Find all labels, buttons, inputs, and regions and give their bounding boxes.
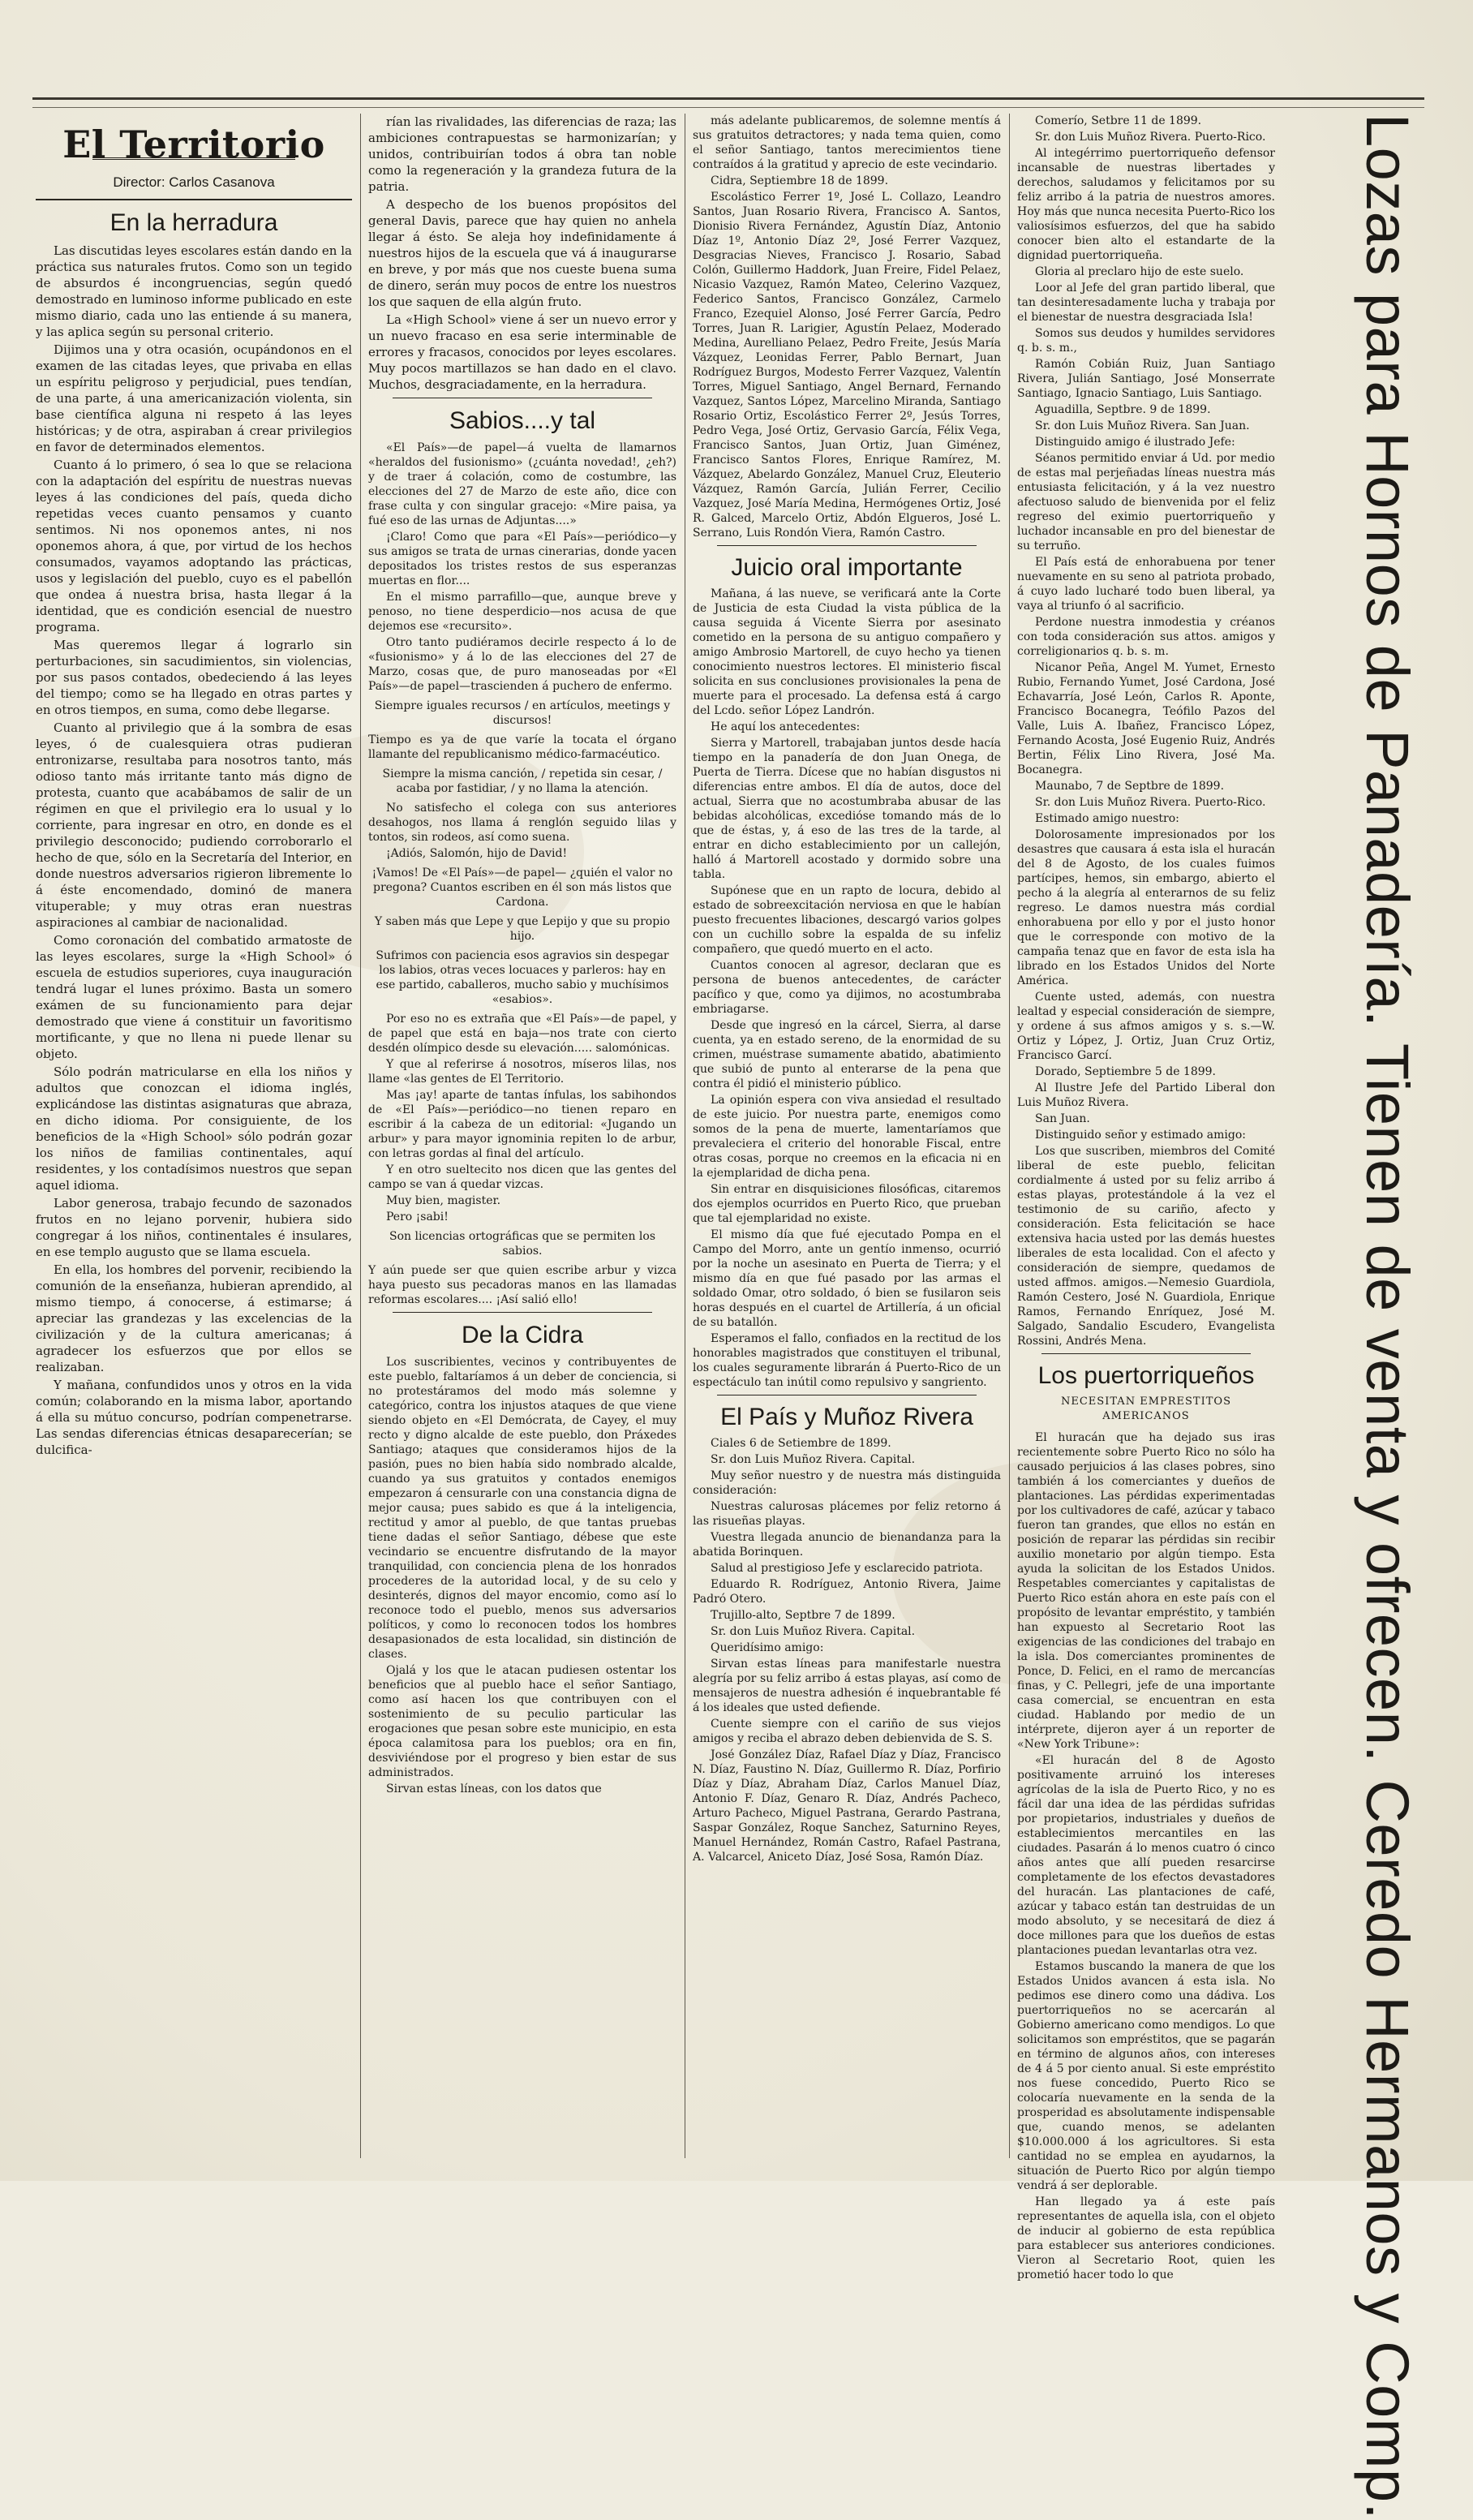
paragraph: Labor generosa, trabajo fecundo de sazonados frutos en no lejano porvenir, hubiera sido congregar á los niños, continentales é insulares, en ese templo augusto que se llama escuela.: [36, 1196, 352, 1259]
paragraph: Séanos permitido enviar á Ud. por medio de estas mal perjeñadas líneas nuestra más entusiasta felicitación, y á la vez nuestro afectuoso saludo de bienvenida por el feliz regreso del eximio puertorriqueño y luchador incansable en pro del bienestar de su terruño.: [1017, 452, 1275, 553]
column-3: [693, 114, 1001, 2158]
vertical-advertisement: [1282, 114, 1428, 2520]
paragraph: Sierra y Martorell, trabajaban juntos desde hacía tiempo en la panadería de don Juan Onega, de Puerta de Tierra. Dícese que no habían disgustos ni diferencias entre ambos. El día de autos, doce del actual, Sierra que no acostumbraba abusar de las bebidas alcohólicas, excedióse tomando más de lo que de éstas, y, á eso de las tres de la tarde, al entrar en dicho establecimiento por un callejón, halló á Martorell acostado y dormido sobre una tabla.: [693, 737, 1001, 881]
paragraph: Ciales 6 de Setiembre de 1899.: [711, 1437, 891, 1450]
article-herradura-body: [36, 243, 352, 1458]
verse: Sufrimos con paciencia esos agravios sin despegar los labios, otras veces locuaces y parleros: hay en ese partido, caballeros, mucho sabio y muchísimos «esabios».: [376, 949, 669, 1006]
paragraph: Mañana, á las nueve, se verificará ante la Corte de Justicia de esta Ciudad la vista pública de la causa seguida á Vicente Sierra por asesinato cometido en la persona de su antiguo compañero y amigo Ambrosio Martorell, de cuyo hecho ya tienen conocimiento nuestros lectores. El ministerio fiscal solicita en sus conclusiones provisionales la pena de muerte para el procesado. La defensa está á cargo del Lcdo. señor López Landrón.: [693, 587, 1001, 717]
paragraph: El huracán que ha dejado sus iras recientemente sobre Puerto Rico no sólo ha causado perjuicios á las clases pobres, sino también á los comerciantes y dueños de plantaciones. Las pérdidas experimentadas por los cultivadores de café, azúcar y tabaco fueron tan grandes, que ellos no están en posición de reparar las pérdidas sin recibir auxilio monetario por algún tiempo. Esta ayuda la solicitan de los Estados Unidos. Respetables comerciantes y capitalistas de Puerto Rico están ahora en este país con el propósito de levantar empréstito, y también han expuesto al Secretario Root las exigencias de las condiciones del trabajo en la isla. Dos comerciantes prominentes de Ponce, D. Felici, en el ramo de mercancías finas, y C. Pellegri, jefe de una importante casa comercial, se encuentran en esta ciudad. Hablando por medio de un intérprete, dijeron ayer á un reporter de «New York Tribune»:: [1017, 1431, 1275, 1751]
paragraph: Sin entrar en disquisiciones filosóficas, citaremos dos ejemplos ocurridos en Puerto Rico, que prueban que tal ejemplaridad no existe.: [693, 1183, 1001, 1225]
top-rule-thin: [32, 107, 1424, 108]
paragraph: San Juan.: [1035, 1112, 1090, 1125]
director-line: Director: Carlos Casanova: [113, 174, 275, 190]
paragraph: Distinguido amigo é ilustrado Jefe:: [1035, 436, 1235, 449]
paragraph: Queridísimo amigo:: [711, 1641, 824, 1654]
paragraph: A despecho de los buenos propósitos del general Davis, parece que hay quien no anhela llegar á ésto. Se aleja hoy indefinidamente á nuestros hijos de la escuela que vá á inaugurarse en breve, y por más que nos cueste buena suma de dinero, serán muy pocos de entre los nuestros los que saquen de ella algún fruto.: [368, 197, 676, 309]
subheadline-emprestitos: NECESITAN EMPRESTITOS AMERICANOS: [1061, 1395, 1231, 1422]
paragraph: Vuestra llegada anuncio de bienandanza para la abatida Borinquen.: [693, 1531, 1001, 1559]
verse: Y saben más que Lepe y que Lepijo y que su propio hijo.: [374, 915, 671, 943]
paragraph: Pero ¡sabi!: [386, 1211, 449, 1223]
paragraph: En el mismo parrafillo—que, aunque breve y penoso, no tiene desperdicio—nos acusa de que dejemos ese «recursito».: [368, 591, 676, 633]
top-rule: [32, 97, 1424, 100]
cidra-signatures: [693, 114, 1001, 540]
paragraph: Aguadilla, Septbre. 9 de 1899.: [1035, 403, 1211, 416]
headline-sabios: Sabios....y tal: [449, 407, 596, 434]
divider: [393, 1312, 652, 1313]
headline-puertorriquenos: Los puertorriqueños: [1037, 1362, 1255, 1389]
paragraph: La opinión espera con viva ansiedad el resultado de este juicio. Por nuestra parte, enemigos como somos de la pena de muerte, lamentaríamos que prevaleciera el criterio del honorable Fiscal, entre otras cosas, porque no creemos en la eficacia ni en la ejemplaridad de dicha pena.: [693, 1094, 1001, 1180]
masthead-title: El Territorio: [62, 123, 325, 166]
paragraph: Cuanto á lo primero, ó sea lo que se relaciona con la adaptación del espíritu de nuestras nuevas leyes á las condiciones del país, queda dicho repetidas veces cuanto pensamos y cuanto sentimos. Ni nos oponemos antes, ni nos oponemos ahora, á que, por virtud de los hechos consumados, vayamos adoptando las prácticas, usos y legislación del pueblo, cuyo es el pabellón que ondea á nuestra brisa, hasta llegar á la identidad, que es condición esencial de nuestro programa.: [36, 458, 352, 634]
paragraph: Como coronación del combatido armatoste de las leyes escolares, surge la «High School» ó escuela de estudios superiores, cuya inauguración tendrá lugar el lunes próximo. Basta un somero exámen de su funcionamiento para dejar demostrado que viene á constituir un favoritismo mortificante, y que no llena ni puede llenar su objeto.: [36, 933, 352, 1061]
paragraph: Los suscribientes, vecinos y contribuyentes de este pueblo, faltaríamos á un deber de conciencia, si no protestáramos del modo más solemne y categórico, contra los injustos ataques de que viene siendo objeto en «El Demócrata, de Cayey, el muy recto y digno alcalde de este pueblo, don Práxedes Santiago; ataques que consideramos hijos de la pasión, pues no bien había sido nombrado alcalde, cuando ya sus gratuitos y contados enemigos empezaron á censurarle con una constancia digna de mejor causa; pues sabido es que á la inteligencia, rectitud y amor al pueblo, de que tantas pruebas tiene dadas el señor Santiago, débese que este vecindario se encuentre disfrutando de la mayor tranquilidad, con conciencia plena de los honrados procederes de la autoridad local, y de su celo y desinterés, dignos del mayor encomio, como así lo reconoce todo el pueblo, menos sus adversarios políticos, y como lo reconocen todos los hombres desapasionados de esta localidad, sin distinción de clases.: [368, 1356, 676, 1661]
paragraph: Sr. don Luis Muñoz Rivera. Puerto-Rico.: [1035, 796, 1266, 809]
paragraph: Por eso no es extraña que «El País»—de papel, y de papel que está en baja—nos trate con cierto desdén olímpico desde su elevación..... salomónicas.: [368, 1013, 676, 1055]
paragraph: Sirvan estas líneas, con los datos que: [386, 1782, 602, 1795]
paragraph: Al Ilustre Jefe del Partido Liberal don Luis Muñoz Rivera.: [1017, 1082, 1275, 1109]
article-herradura-continued: [368, 114, 676, 393]
paragraph: Sr. don Luis Muñoz Rivera. San Juan.: [1035, 419, 1250, 432]
paragraph: El País está de enhorabuena por tener nuevamente en su seno al patriota probado, á cuyo lado lucharé todo buen liberal, ya vaya al triunfo ó al sacrificio.: [1017, 556, 1275, 613]
headline-juicio: Juicio oral importante: [731, 554, 963, 581]
paragraph: Y en otro sueltecito nos dicen que las gentes del campo se van á quedar vizcas.: [368, 1163, 676, 1191]
paragraph: Dolorosamente impresionados por los desastres que causara á esta isla el huracán del 8 de Agosto, de los cuales fuimos partícipes, hemos, sin embargo, abierto el pecho á la alegría al enterarnos de su feliz regreso. Le damos nuestra más cordial enhorabuena por ello y por el justo honor que le corresponde con motivo de la campaña tenaz que en favor de esta isla ha librado en los Estados Unidos del Norte América.: [1017, 828, 1275, 987]
paragraph: Las discutidas leyes escolares están dando en la práctica sus naturales frutos. Como son un tegido de absurdos é incongruencias, según quedó demostrado en luminoso informe publicado en este mismo diario, cada uno las entiende á su manera, y las aplica según su personal criterio.: [36, 243, 353, 339]
paragraph: En ella, los hombres del porvenir, recibiendo la comunión de la enseñanza, hubieran aprendido, al mismo tiempo, á conocerse, á estimarse; á apreciar las grandezas y las excelencias de la civilización y de la cultura americanas; á agradecer los esfuerzos que por ellos se realizaban.: [36, 1262, 352, 1374]
column-2: [368, 114, 676, 2158]
paragraph: Perdone nuestra inmodestia y créanos con toda consideración sus attos. amigos y correligionarios q. b. s. m.: [1017, 616, 1275, 658]
paragraph: José González Díaz, Rafael Díaz y Díaz, Francisco N. Díaz, Faustino N. Díaz, Guillermo R. Díaz, Porfirio Díaz y Díaz, Abraham Díaz, Carlos Manuel Díaz, Antonio F. Díaz, Genaro R. Díaz, Andrés Pacheco, Arturo Pacheco, Miguel Pastrana, Gerardo Pastrana, Saspar González, Roque Sanchez, Saturnino Reyes, Manuel Hernández, Román Castro, Rafael Pastrana, A. Valcarcel, Aniceto Díaz, José Sosa, Ramón Díaz.: [693, 1748, 1001, 1864]
paragraph: Sr. don Luis Muñoz Rivera. Capital.: [711, 1625, 916, 1638]
paragraph: Los que suscriben, miembros del Comité liberal de este pueblo, felicitan cordialmente á usted por su feliz arribo á estas playas, protestándole á la vez el testimonio de su cariño, afecto y consideración. Esta felicitación se hace extensiva hacia usted por las demás huestes liberales de esta localidad. Con el afecto y consideración de siempre, quedamos de usted affmos. amigos.—Nemesio Guardiola, Ramón Cestero, José N. Guardiola, Enrique Ramos, Fernando Enríquez, José M. Salgado, Sandalio Escudero, Evangelista Rossini, Andrés Mena.: [1017, 1145, 1275, 1348]
paragraph: «El huracán del 8 de Agosto positivamente arruinó los intereses agrícolas de la isla de Puerto Rico, y no es fácil dar una idea de las pérdidas sufridas por propietarios, industriales y dueños de establecimientos mercantiles en las ciudades. Pasarán á lo menos cuatro ó cinco años antes que allí pueden resarcirse completamente de los efectos devastadores del huracán. Las plantaciones de café, azúcar y tabaco están tan destruidas de un modo absoluto, y se necesitará de diez á doce millones para que los dueños de estas plantaciones puedan levantarlas otra vez.: [1017, 1754, 1275, 1957]
column-1: [36, 114, 352, 2158]
paragraph: Y que al referirse á nosotros, míseros lilas, nos llame «las gentes de El Territorio.: [368, 1058, 676, 1086]
paragraph: Otro tanto pudiéramos decirle respecto á lo de «fusionismo» y á lo de las elecciones del 27 de Marzo, cosas que, de puro manoseadas por «El País»—de papel—trascienden á puchero de enfermo.: [368, 636, 676, 693]
paragraph: Eduardo R. Rodríguez, Antonio Rivera, Jaime Padró Otero.: [693, 1578, 1001, 1606]
paragraph: Cuente usted, además, con nuestra lealtad y especial consideración de siempre, y ordene á sus afmos amigos y s. s.—W. Ortiz y López, J. Ortiz, Juan Cruz Ortiz, Francisco Garcí.: [1017, 991, 1275, 1062]
paragraph: Loor al Jefe del gran partido liberal, que tan desinteresadamente lucha y trabaja por el bienestar de nuestra desgraciada Isla!: [1017, 282, 1275, 324]
paragraph: Al integérrimo puertorriqueño defensor incansable de nuestras libertades y derechos, saludamos y felicitamos por su feliz arribo á la patria de nuestros amores. Hoy más que nunca necesita Puerto-Rico los valiosísimos esfuerzos, del que ha sabido conocer bien alto el estandarte de la dignidad puertorriqueña.: [1017, 147, 1275, 262]
paragraph: Dijimos una y otra ocasión, ocupándonos en el examen de las citadas leyes, que privaba en ellas un espíritu peligroso y perjudicial, pues tendían, de una parte, á una americanización violenta, sin base científica alguna ni respeto á las leyes históricas; y de otra, aspiraban á crear privilegios en favor de determinados elementos.: [36, 342, 352, 454]
paragraph: Cuanto al privilegio que á la sombra de esas leyes, ó de cualesquiera otras pudieran entronizarse, resultaba para nosotros tanto, más odioso tanto más irritante tanto más digno de protesta, cuanto que acabábamos de salir de un régimen en que el privilegio era lo usual y lo corriente, para ingresar en otro, en donde es el privilegio desconocido; pudiendo corroborarlo el hecho de que, sólo en la Secretaría del Interior, en donde nuestros adversarios rigieron libremente lo á éste encomendado, dominó de manera vituperable; y muy otras eran nuestras aspiraciones al cambiar de nacionalidad.: [36, 720, 352, 930]
article-cidra-body: [368, 1355, 676, 1796]
column-divider: [1009, 114, 1010, 2158]
headline-pais: El País y Muñoz Rivera: [720, 1404, 973, 1430]
paragraph: Esperamos el fallo, confiados en la rectitud de los honorables magistrados que constituyen el tribunal, los cuales seguramente librarán á Puerto-Rico de un espectáculo tan inútil como repulsivo y sangriento.: [693, 1332, 1001, 1389]
verse: Son licencias ortográficas que se permiten los sabios.: [389, 1230, 655, 1258]
paragraph: Y aún puede ser que quien escribe arbur y vizca haya puesto sus pecadoras manos en las llamadas reformas escolares.... ¡Así salió ello!: [368, 1264, 676, 1306]
paragraph: Salud al prestigioso Jefe y esclarecido patriota.: [711, 1562, 983, 1575]
divider: [36, 199, 352, 200]
paragraph: Somos sus deudos y humildes servidores q. b. s. m.,: [1017, 327, 1275, 355]
column-divider: [360, 114, 361, 2158]
paragraph: Sr. don Luis Muñoz Rivera. Puerto-Rico.: [1035, 131, 1266, 144]
paragraph: Tiempo es ya de que varíe la tocata el órgano llamante del republicanismo médico-farmacéutico.: [368, 733, 676, 761]
column-4: [1017, 114, 1275, 2281]
paragraph: Han llegado ya á este país representantes de aquella isla, con el objeto de inducir al gobierno de esta república para establecer sus anteriores condiciones. Vieron al Secretario Root, quien les prometió hacer todo lo que: [1017, 2195, 1275, 2281]
paragraph: Nicanor Peña, Angel M. Yumet, Ernesto Rubio, Fernando Yumet, José Cardona, José Echavarría, José León, Carlos R. Aponte, Francisco Bocanegra, Teófilo Pazos del Valle, Luis A. Ibañez, Francisco López, Fernando Acosta, José Eugenio Ruiz, Andrés Bertin, Félix Lino Rivera, José Ma. Bocanegra.: [1017, 661, 1275, 776]
divider: [1041, 1353, 1251, 1354]
verse: Siempre la misma canción, / repetida sin cesar, / acaba por fastidiar, / y no llama la atención.: [382, 768, 663, 795]
paragraph: Desde que ingresó en la cárcel, Sierra, al darse cuenta, ya en estado sereno, de la enormidad de su crimen, muéstrase sumamente abatido, abatimiento que subió de punto al enterarse de la pena que contra él pidió el ministerio público.: [693, 1019, 1001, 1090]
paragraph: Estimado amigo nuestro:: [1035, 812, 1179, 825]
paragraph: Mas ¡ay! aparte de tantas ínfulas, los sabihondos de «El País»—periódico—no tienen reparo en escribir á la cabeza de un editorial: «Jugando un arbur» y para mayor ignominia repiten lo de arbur, con letras gordas al final del artículo.: [368, 1089, 676, 1160]
paragraph: Sr. don Luis Muñoz Rivera. Capital.: [711, 1453, 916, 1466]
paragraph: Cuente siempre con el cariño de sus viejos amigos y reciba el abrazo deben debienvida de S. S.: [693, 1718, 1001, 1745]
paragraph: ¡Adiós, Salomón, hijo de David!: [386, 847, 568, 860]
headline-herradura: En la herradura: [110, 209, 278, 236]
paragraph: El mismo día que fué ejecutado Pompa en el Campo del Morro, ante un gentío inmenso, ocurrió por la noche un asesinato en Puerta de Tierra; y el mismo día en que fué pasado por las armas el soldado Omar, otro soldado, ó bien se fusilaron seis horas después en el cuartel de Artillería, á un oficial de su batallón.: [693, 1228, 1001, 1329]
paragraph: Comerío, Setbre 11 de 1899.: [1035, 114, 1202, 127]
paragraph: He aquí los antecedentes:: [711, 720, 861, 733]
article-juicio-body: [693, 587, 1001, 1390]
paragraph: Y mañana, confundidos unos y otros en la vida común; colaborando en la misma labor, aportando á ella su mútuo concurso, podrían compenetrarse. Las sendas diferencias étnicas desaparecerían; se dulcifica-: [36, 1378, 352, 1457]
paragraph: Muy señor nuestro y de nuestra más distinguida consideración:: [693, 1469, 1001, 1497]
article-puertorriquenos-body: [1017, 1430, 1275, 2282]
paragraph: La «High School» viene á ser un nuevo error y un nuevo fracaso en esa serie interminable de errores y fracasos, conocidos por leyes escolares. Muy pocos martillazos se han dado en el clavo. Muchos, desgraciadamente, en la herradura.: [368, 312, 676, 392]
paragraph: No satisfecho el colega con sus anteriores desahogos, nos llama á renglón seguido lilas y tontos, sin rodeos, así como suena.: [368, 802, 676, 844]
paragraph: «El País»—de papel—á vuelta de llamarnos «heraldos del fusionismo» (¿cuánta novedad!, ¿eh?) y de traer á colación, como de costumbre, las elecciones del 27 de Marzo de este año, dice con frase culta y con singular gracejo: «Mire paisa, ya fué eso de las urnas de Adjuntas....»: [368, 441, 676, 527]
paragraph: Mas queremos llegar á lograrlo sin perturbaciones, sin sacudimientos, sin violencias, por sus pasos contados, obedeciendo á las leyes del tiempo; como se ha llegado en otras partes y en otros tiempos, en suma, como debe llegarse.: [36, 638, 352, 717]
article-sabios-body: [368, 441, 676, 1307]
paragraph: Estamos buscando la manera de que los Estados Unidos avancen á esta isla. No pedimos ese dinero como una dádiva. Los puertorriqueños no se acercarán al Gobierno americano como mendigos. Lo que solicitamos son empréstitos, que se pagarán en término de algunos años, con intereses de 4 á 5 por ciento anual. Si este empréstito nos fuese concedido, Puerto Rico se colocaría nuevamente en la senda de la prosperidad es absolutamente indispensable que, cuando menos, se adelanten $10.000.000 á los agricultores. Si esta cantidad no se emplea en ayudarnos, la situación de Puerto Rico por algún tiempo vendrá á ser deplorable.: [1017, 1960, 1275, 2192]
divider: [717, 545, 977, 546]
letters-body: [1017, 114, 1275, 1348]
paragraph: Nuestras calurosas plácemes por feliz retorno á las risueñas playas.: [693, 1500, 1001, 1528]
paragraph: más adelante publicaremos, de solemne mentís á sus gratuitos detractores; y nada tema quien, como el señor Santiago, tantos merecimientos tiene contraídos á la gratitud y aprecio de este vecindario.: [693, 114, 1001, 171]
paragraph: Ramón Cobián Ruiz, Juan Santiago Rivera, Julián Santiago, José Monserrate Santiago, Ignacio Santiago, Luis Santiago.: [1017, 358, 1275, 400]
paragraph: Supónese que en un rapto de locura, debido al estado de sobreexcitación nerviosa en que le habían puesto frecuentes libaciones, descargó varios golpes con un cuchillo sobre la espalda de su infeliz compañero, que quedó muerto en el acto.: [693, 884, 1001, 956]
paragraph: Cidra, Septiembre 18 de 1899.: [711, 174, 889, 187]
paragraph: Sirvan estas líneas para manifestarle nuestra alegría por su feliz arribo á estas playas, así como de mensajeros de nuestra adhesión é inquebrantable fé á los ideales que usted defiende.: [693, 1658, 1001, 1714]
paragraph: Escolástico Ferrer 1º, José L. Collazo, Leandro Santos, Juan Rosario Rivera, Francisco A. Santos, Dionisio Rivera Fernández, Agustín Díaz, Antonio Díaz 1º, Antonio Díaz 2º, José Ferrer Vazquez, Desgracias Nieves, Francisco J. Rosario, Sabad Colón, Guillermo Haddork, Juan Freire, Fidel Pelaez, Nicasio Vazquez, Ramón Mateo, Celerino Vazquez, Federico Santos, Francisco González, Carmelo Franco, Ezequiel Alonso, José Ferrer García, Pedro Torres, Juan R. Larigier, Agustín Pelaez, Moderado Medina, Aurelliano Pelaez, Pedro Freite, Jesús María Vázquez, Leonidas Ferrer, Pablo Bernart, Juan Rodríguez Burgos, Modesto Ferrer Vazquez, Valentín Torres, Miguel Santiago, Angel Bernard, Fernando Vazquez, Santos López, Marcelino Miranda, Santiago Rosario Ortiz, Escolástico Ferrer 2º, Jesús Torres, Pedro Vega, José Ortiz, Gervasio García, Félix Vega, Francisco Santos, Juan Ortiz, Juan Giménez, Francisco Santos Flores, Enrique Ramírez, M. Vázquez, Abelardo González, Manuel Cruz, Eleuterio Vázquez, Ramón García, Julián Ferrer, Cecilio Vazquez, José María Medina, Hermógenes Ortiz, José R. Galced, Marcelo Ortiz, Abdón Elgueros, José L. Serrano, Luis Rondón Viera, Ramón Castro.: [693, 191, 1001, 540]
paragraph: Muy bien, magister.: [386, 1194, 501, 1207]
paragraph: Trujillo-alto, Septbre 7 de 1899.: [711, 1609, 895, 1622]
advert-text: Lozas para Hornos de Panadería. Tienen de venta y ofrecen. Ceredo Hermanos y Comp.: [1354, 114, 1421, 2520]
paragraph: ¡Claro! Como que para «El País»—periódico—y sus amigos se trata de urnas cinerarias, donde yacen depositados los tristes restos de sus esperanzas muertas en flor....: [368, 531, 676, 587]
paragraph: Cuantos conocen al agresor, declaran que es persona de buenos antecedentes, de carácter pacífico y que, como ya dijimos, no acostumbraba embriagarse.: [693, 959, 1001, 1016]
paragraph: Ojalá y los que le atacan pudiesen ostentar los beneficios que al pueblo hace el señor Santiago, como así hacen los que contribuyen con el sostenimiento de su peculio particular las erogaciones que pesan sobre este municipio, en esta época calamitosa para los pueblos; ora en fin, desviviéndose por el progreso y bien estar de sus administrados.: [368, 1664, 676, 1779]
headline-cidra: De la Cidra: [461, 1322, 584, 1348]
verse: Siempre iguales recursos / en artículos, meetings y discursos!: [374, 699, 671, 727]
paragraph: Gloria al preclaro hijo de este suelo.: [1035, 265, 1244, 278]
paragraph: Dorado, Septiembre 5 de 1899.: [1035, 1065, 1217, 1078]
paragraph: Maunabo, 7 de Septbre de 1899.: [1035, 780, 1225, 793]
paragraph: Distinguido señor y estimado amigo:: [1035, 1129, 1246, 1142]
paragraph: rían las rivalidades, las diferencias de raza; las ambiciones contrapuestas se harmonizarían; y unidos, contribuirían todos á obra tan noble como la regeneración y la grandeza futura de la patria.: [368, 114, 676, 194]
paragraph: Sólo podrán matricularse en ella los niños y adultos que conozcan el idioma inglés, explicándose las distintas asignaturas que abraza, en dicho idioma. Por consiguiente, de los beneficios de la «High School» sólo podrán gozar los niños de familias continentales, aquí residentes, y los contadísimos nuestros que sepan aquel idioma.: [36, 1064, 352, 1193]
verse: ¡Vamos! De «El País»—de papel— ¿quién el valor no pregona? Cuantos escriben en él son más listos que Cardona.: [371, 867, 673, 909]
article-pais-body: [693, 1436, 1001, 1864]
